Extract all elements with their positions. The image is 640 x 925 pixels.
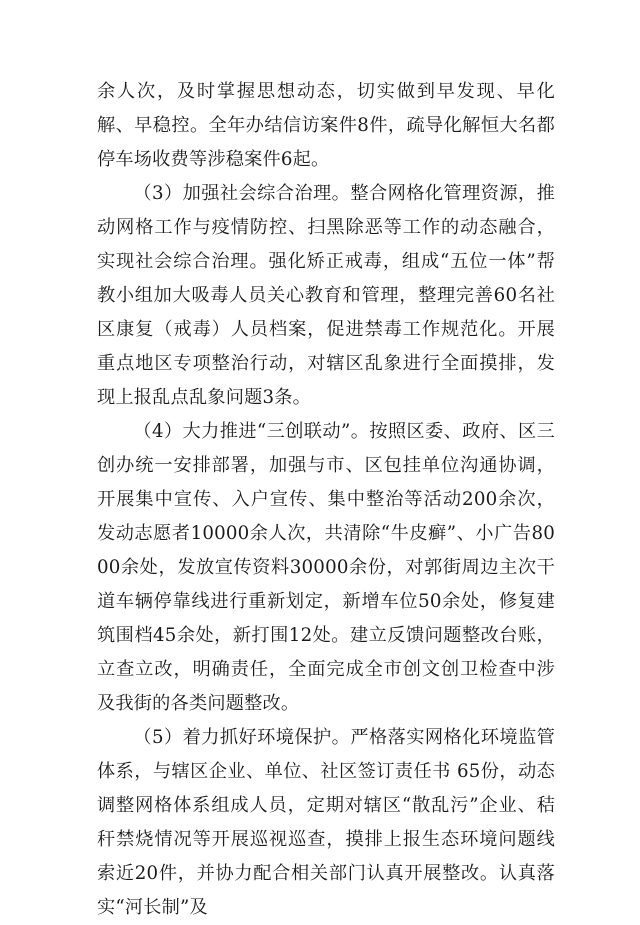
- document-body: [97, 75, 555, 925]
- paragraph-continuation: 余人次，及时掌握思想动态，切实做到早发现、早化解、早稳控。全年办结信访案件8件，疏导化解恒大名都停车场收费等涉稳案件6起。: [97, 81, 555, 170]
- paragraph-social-governance: （3）加强社会综合治理。整合网格化管理资源，推动网格工作与疫情防控、扫黑除恶等工作的动态融合，实现社会综合治理。强化矫正戒毒，组成“五位一体”帮教小组加大吸毒人员关心教育和管理，整理完善60名社区康复（戒毒）人员档案，促进禁毒工作规范化。开展重点地区专项整治行动，对辖区乱象进行全面摸排，发现上报乱点乱象问题3条。: [97, 183, 555, 408]
- paragraph-environment: （5）着力抓好环境保护。严格落实网格化环境监管体系，与辖区企业、单位、社区签订责任书 65份，动态调整网格体系组成人员，定期对辖区“散乱污”企业、秸秆禁烧情况等开展巡视巡查，摸排上报生态环境问题线索近20件，并协力配合相关部门认真开展整改。认真落实“河长制”及: [97, 727, 555, 918]
- paragraph-three-creations: （4）大力推进“三创联动”。按照区委、政府、区三创办统一安排部署，加强与市、区包挂单位沟通协调，开展集中宣传、入户宣传、集中整治等活动200余次，发动志愿者10000余人次，共清除“牛皮癣”、小广告8000余处，发放宣传资料30000余份，对郭街周边主次干道车辆停靠线进行重新划定，新增车位50余处，修复建筑围档45余处，新打围12处。建立反馈问题整改台账，立查立改，明确责任，全面完成全市创文创卫检查中涉及我街的各类问题整改。: [97, 421, 555, 714]
